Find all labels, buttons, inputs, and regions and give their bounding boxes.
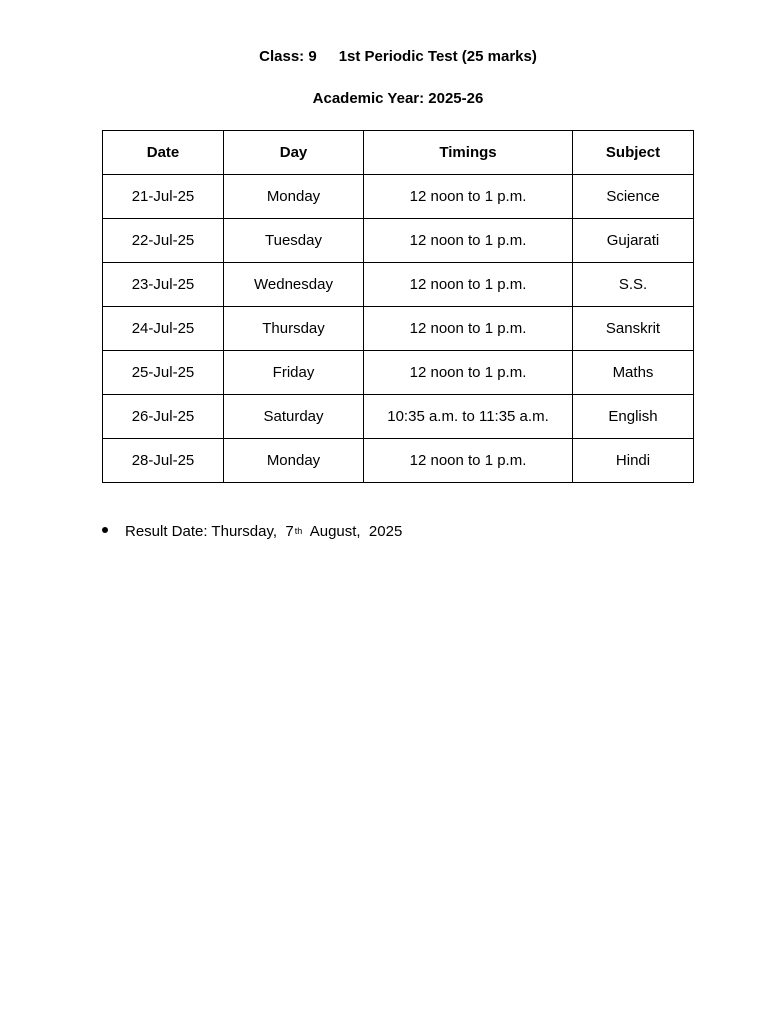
cell-date: 25-Jul-25 [103, 351, 224, 395]
cell-timings: 12 noon to 1 p.m. [364, 439, 573, 483]
bullet-icon [102, 527, 108, 533]
academic-year: Academic Year: 2025-26 [312, 90, 484, 107]
cell-day: Friday [224, 351, 364, 395]
cell-date: 26-Jul-25 [103, 395, 224, 439]
cell-subject: Sanskrit [573, 307, 694, 351]
cell-day: Wednesday [224, 263, 364, 307]
result-date-ordinal: th [294, 526, 303, 536]
cell-date: 24-Jul-25 [103, 307, 224, 351]
cell-subject: S.S. [573, 263, 694, 307]
cell-date: 22-Jul-25 [103, 219, 224, 263]
test-label: 1st Periodic Test (25 marks) [338, 48, 537, 65]
cell-day: Tuesday [224, 219, 364, 263]
cell-timings: 12 noon to 1 p.m. [364, 175, 573, 219]
class-label: Class: 9 [259, 48, 317, 65]
column-header-date: Date [103, 131, 224, 175]
cell-day: Saturday [224, 395, 364, 439]
cell-timings: 10:35 a.m. to 11:35 a.m. [364, 395, 573, 439]
cell-day: Monday [224, 439, 364, 483]
cell-day: Monday [224, 175, 364, 219]
result-date-prefix: Result Date: Thursday, 7 [125, 523, 294, 540]
table-row [103, 307, 694, 351]
cell-subject: Hindi [573, 439, 694, 483]
table-row [103, 175, 694, 219]
cell-timings: 12 noon to 1 p.m. [364, 263, 573, 307]
cell-timings: 12 noon to 1 p.m. [364, 351, 573, 395]
cell-subject: Maths [573, 351, 694, 395]
exam-title [14, 48, 768, 65]
table-row [103, 219, 694, 263]
table-row [103, 395, 694, 439]
table-header-row [103, 131, 694, 175]
result-date-item [102, 523, 402, 540]
table-row [103, 351, 694, 395]
cell-day: Thursday [224, 307, 364, 351]
cell-date: 28-Jul-25 [103, 439, 224, 483]
cell-subject: Gujarati [573, 219, 694, 263]
cell-date: 23-Jul-25 [103, 263, 224, 307]
cell-timings: 12 noon to 1 p.m. [364, 219, 573, 263]
column-header-timings: Timings [364, 131, 573, 175]
result-date-suffix: August, 2025 [302, 523, 403, 540]
column-header-day: Day [224, 131, 364, 175]
cell-subject: Science [573, 175, 694, 219]
exam-schedule-table [102, 130, 694, 483]
cell-subject: English [573, 395, 694, 439]
table-row [103, 263, 694, 307]
cell-date: 21-Jul-25 [103, 175, 224, 219]
table-row [103, 439, 694, 483]
cell-timings: 12 noon to 1 p.m. [364, 307, 573, 351]
column-header-subject: Subject [573, 131, 694, 175]
